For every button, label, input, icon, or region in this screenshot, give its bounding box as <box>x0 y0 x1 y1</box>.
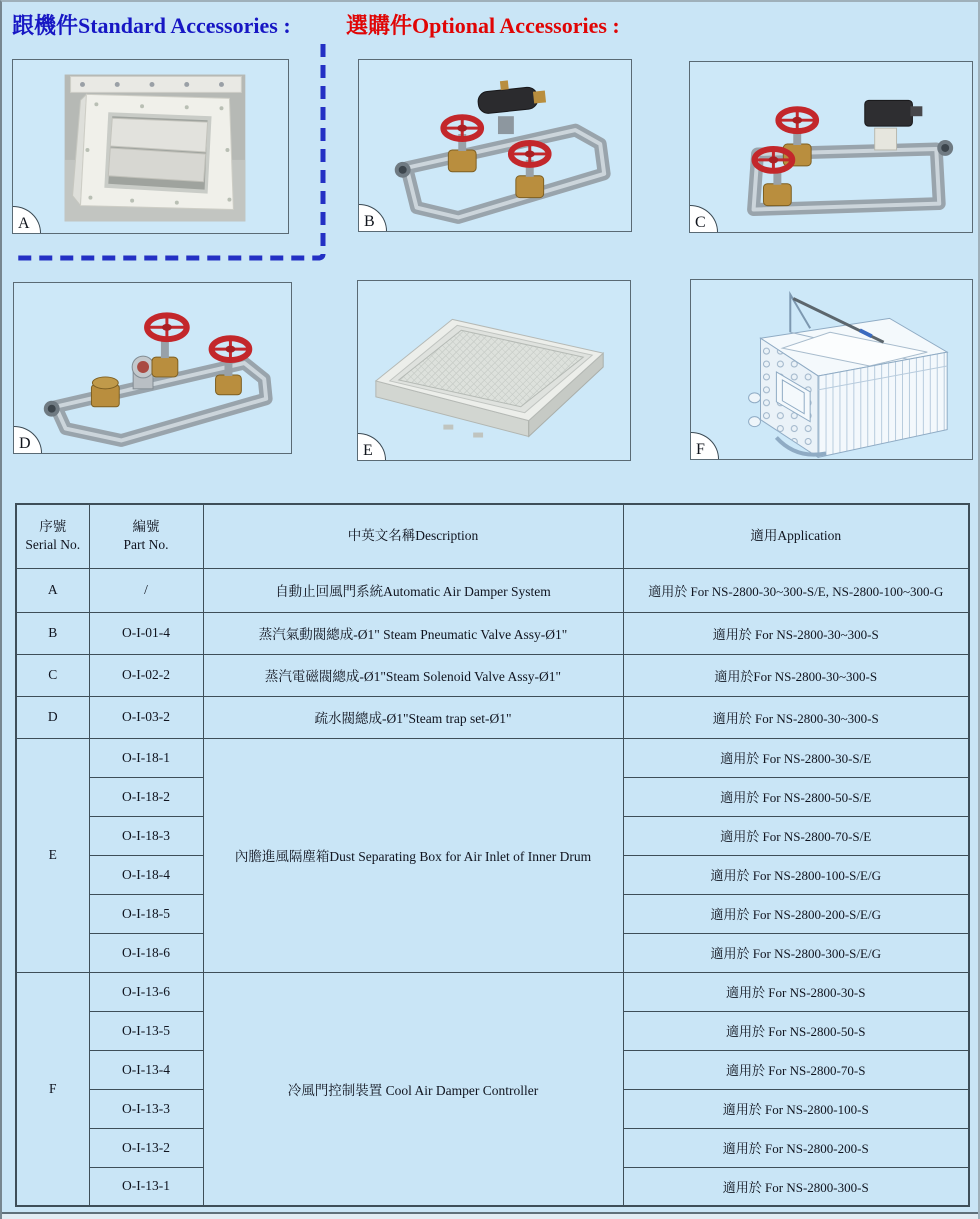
app-cell: 適用於 For NS-2800-70-S/E <box>623 816 969 855</box>
accessories-table <box>15 503 970 1207</box>
image-frame-f <box>690 279 973 460</box>
serial-cell: B <box>16 612 89 654</box>
table-row <box>16 972 969 1011</box>
image-label-b: B <box>364 213 375 230</box>
app-cell: 適用於 For NS-2800-30~300-S/E, NS-2800-100~300-G <box>623 568 969 612</box>
app-cell: 適用於 For NS-2800-300-S <box>623 1167 969 1206</box>
image-label-f: F <box>696 441 705 458</box>
image-label-d: D <box>19 435 31 452</box>
cool-air-damper-controller-drawing <box>691 280 972 459</box>
app-cell: 適用於 For NS-2800-100-S/E/G <box>623 855 969 894</box>
part-cell: O-I-13-1 <box>89 1167 203 1206</box>
col-header-part <box>89 504 203 568</box>
part-cell: O-I-18-4 <box>89 855 203 894</box>
col-header-serial-en: Serial No. <box>25 537 81 553</box>
app-cell: 適用於 For NS-2800-300-S/E/G <box>623 933 969 972</box>
part-cell: O-I-13-3 <box>89 1089 203 1128</box>
table-row <box>16 738 969 777</box>
app-cell: 適用於 For NS-2800-50-S <box>623 1011 969 1050</box>
app-cell: 適用於 For NS-2800-200-S/E/G <box>623 894 969 933</box>
image-frame-e <box>357 280 631 461</box>
serial-cell: C <box>16 654 89 696</box>
part-cell: O-I-02-2 <box>89 654 203 696</box>
part-cell: O-I-18-2 <box>89 777 203 816</box>
app-cell: 適用於 For NS-2800-30~300-S <box>623 612 969 654</box>
col-header-application: 適用Application <box>623 504 969 568</box>
col-header-serial <box>16 504 89 568</box>
col-header-serial-zh: 序號 <box>39 519 67 535</box>
table-header-row <box>16 504 969 568</box>
dust-separating-box-photo <box>358 281 630 460</box>
table-row <box>16 696 969 738</box>
part-cell: O-I-01-4 <box>89 612 203 654</box>
desc-cell: 內膽進風隔塵箱Dust Separating Box for Air Inlet of Inner Drum <box>203 738 623 972</box>
image-frame-c <box>689 61 973 233</box>
optional-accessories-title: 選購件Optional Accessories : <box>346 13 620 38</box>
col-header-description: 中英文名稱Description <box>203 504 623 568</box>
app-cell: 適用於 For NS-2800-30~300-S <box>623 696 969 738</box>
image-label-c: C <box>695 214 706 231</box>
image-frame-b <box>358 59 632 232</box>
automatic-air-damper-photo <box>13 60 288 233</box>
image-frame-d <box>13 282 292 454</box>
part-cell: O-I-18-5 <box>89 894 203 933</box>
standard-accessories-title: 跟機件Standard Accessories : <box>12 13 291 38</box>
part-cell: O-I-13-2 <box>89 1128 203 1167</box>
serial-cell: E <box>16 738 89 972</box>
page-bottom-edge <box>2 1212 978 1219</box>
part-cell: / <box>89 568 203 612</box>
app-cell: 適用於For NS-2800-30~300-S <box>623 654 969 696</box>
app-cell: 適用於 For NS-2800-30-S <box>623 972 969 1011</box>
steam-pneumatic-valve-assembly-photo <box>359 60 631 231</box>
part-cell: O-I-13-4 <box>89 1050 203 1089</box>
serial-cell: D <box>16 696 89 738</box>
part-cell: O-I-13-5 <box>89 1011 203 1050</box>
app-cell: 適用於 For NS-2800-200-S <box>623 1128 969 1167</box>
app-cell: 適用於 For NS-2800-50-S/E <box>623 777 969 816</box>
table-row <box>16 612 969 654</box>
part-cell: O-I-18-6 <box>89 933 203 972</box>
desc-cell: 自動止回風門系統Automatic Air Damper System <box>203 568 623 612</box>
app-cell: 適用於 For NS-2800-100-S <box>623 1089 969 1128</box>
serial-cell: F <box>16 972 89 1206</box>
serial-cell: A <box>16 568 89 612</box>
desc-cell: 蒸汽電磁閥總成-Ø1"Steam Solenoid Valve Assy-Ø1" <box>203 654 623 696</box>
app-cell: 適用於 For NS-2800-70-S <box>623 1050 969 1089</box>
table-row <box>16 568 969 612</box>
image-label-a: A <box>18 215 30 232</box>
app-cell: 適用於 For NS-2800-30-S/E <box>623 738 969 777</box>
desc-cell: 冷風門控制裝置 Cool Air Damper Controller <box>203 972 623 1206</box>
part-cell: O-I-18-1 <box>89 738 203 777</box>
col-header-part-en: Part No. <box>123 537 169 553</box>
image-frame-a <box>12 59 289 234</box>
col-header-part-zh: 編號 <box>132 519 160 535</box>
desc-cell: 蒸汽氣動閥總成-Ø1" Steam Pneumatic Valve Assy-Ø1" <box>203 612 623 654</box>
steam-solenoid-valve-assembly-photo <box>690 62 972 232</box>
image-label-e: E <box>363 442 373 459</box>
part-cell: O-I-13-6 <box>89 972 203 1011</box>
desc-cell: 疏水閥總成-Ø1"Steam trap set-Ø1" <box>203 696 623 738</box>
table-row <box>16 654 969 696</box>
part-cell: O-I-03-2 <box>89 696 203 738</box>
part-cell: O-I-18-3 <box>89 816 203 855</box>
steam-trap-set-photo <box>14 283 291 453</box>
